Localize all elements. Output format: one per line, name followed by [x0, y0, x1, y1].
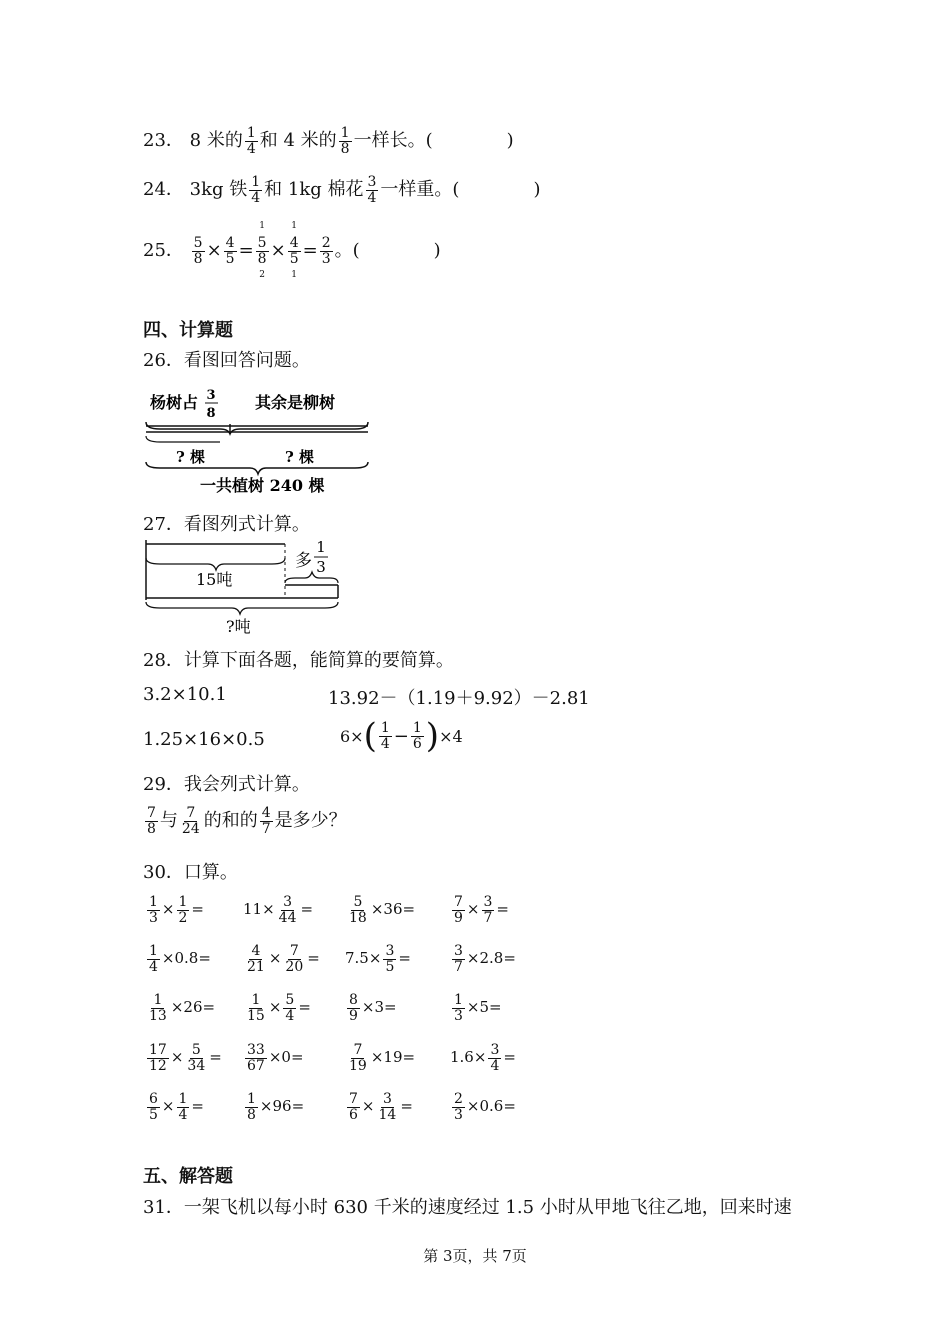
question-25: 25． $\frac{5}{8}$ × $\frac{4}{5}$ = 5 8 1 2 × 4 5 1 1 = $\frac{2}{3}$ 。( )	[143, 221, 441, 280]
weight-diagram	[140, 538, 350, 638]
oral-calc-item: $\frac{8}{9}$ ×3=	[349, 992, 397, 1024]
svg-text:8: 8	[206, 406, 216, 421]
diagram-label-poplar: 杨树占	[150, 393, 199, 412]
diagram-total: 一共植树 240 棵	[200, 476, 325, 495]
tree-diagram	[140, 384, 380, 496]
fraction: $\frac{3}{44}$	[278, 894, 297, 926]
fraction: $\frac{4}{7}$	[261, 805, 271, 837]
fraction: $\frac{5}{34}$	[187, 1042, 206, 1074]
svg-text:1: 1	[316, 538, 326, 556]
fraction: $\frac{7}{6}$	[349, 1091, 358, 1123]
cancelled-fraction: 5 8 1 2	[257, 221, 267, 280]
fraction: $\frac{1}{4}$	[246, 125, 256, 157]
expression-1: 3.2×10.1	[143, 684, 227, 705]
oral-calc-item: $\frac{17}{12}$ × $\frac{5}{34}$ =	[149, 1042, 222, 1074]
question-24: 24． 3kg 铁 $\frac{1}{4}$ 和 1kg 棉花 $\frac{3}{4}$ 一样重。( )	[143, 174, 541, 206]
oral-calc-item: $\frac{1}{15}$ × $\frac{5}{4}$ =	[247, 992, 311, 1024]
oral-calc-item: $\frac{4}{21}$ × $\frac{7}{20}$ =	[247, 943, 320, 975]
fraction: $\frac{5}{18}$	[349, 894, 367, 926]
fraction: $\frac{1}{13}$	[149, 992, 167, 1024]
oral-calc-item: $\frac{6}{5}$ × $\frac{1}{4}$ =	[149, 1091, 204, 1123]
question-29-body: $\frac{7}{8}$ 与 $\frac{7}{24}$ 的和的 $\frac{4}{7}$ 是多少？	[147, 805, 347, 837]
expression-4: 6× ( $\frac{1}{4}$ − $\frac{1}{6}$ ) ×4	[340, 716, 463, 756]
fraction: $\frac{7}{9}$	[454, 894, 463, 926]
oral-calc-item: $\frac{5}{18}$ ×36=	[349, 894, 416, 926]
fraction: $\frac{4}{5}$	[225, 235, 235, 267]
fraction: $\frac{7}{8}$	[147, 805, 156, 837]
question-28: 28．计算下面各题，能简算的要简算。	[143, 650, 454, 671]
fraction: $\frac{1}{2}$	[178, 894, 188, 926]
svg-text:3: 3	[206, 388, 216, 403]
fraction: $\frac{1}{3}$	[149, 894, 158, 926]
question-29: 29．我会列式计算。	[143, 774, 310, 795]
fraction: $\frac{3}{5}$	[385, 943, 395, 975]
expression-2: 13.92－（1.19＋9.92）－2.81	[328, 688, 590, 709]
fraction: $\frac{2}{3}$	[454, 1091, 463, 1123]
fraction: $\frac{1}{15}$	[247, 992, 265, 1024]
svg-text:?吨: ?吨	[226, 617, 251, 636]
svg-text:3: 3	[316, 558, 326, 576]
fraction: $\frac{7}{24}$	[181, 805, 200, 837]
oral-calc-item: 1.6× $\frac{3}{4}$ =	[450, 1042, 516, 1074]
question-23: 23． 8 米的 $\frac{1}{4}$ 和 4 米的 $\frac{1}{8}$ 一样长。( )	[143, 125, 514, 157]
fraction: $\frac{7}{20}$	[285, 943, 304, 975]
fraction: $\frac{3}{7}$	[483, 894, 493, 926]
section-heading-5: 五、解答题	[143, 1166, 233, 1187]
svg-text:? 棵: ? 棵	[285, 448, 315, 466]
question-31: 31．一架飞机以每小时 630 千米的速度经过 1.5 小时从甲地飞往乙地，回来时速	[143, 1197, 792, 1218]
fraction: $\frac{1}{4}$	[178, 1091, 188, 1123]
oral-calc-item: $\frac{1}{3}$ ×5=	[454, 992, 502, 1024]
question-26: 26．看图回答问题。	[143, 350, 310, 371]
svg-text:15吨: 15吨	[196, 570, 233, 589]
fraction: $\frac{17}{12}$	[149, 1042, 167, 1074]
fraction: $\frac{5}{4}$	[285, 992, 295, 1024]
fraction: $\frac{8}{9}$	[349, 992, 358, 1024]
diagram-label-willow: 其余是柳树	[255, 393, 336, 412]
oral-calc-item: 11× $\frac{3}{44}$ =	[243, 894, 314, 926]
fraction: $\frac{5}{8}$	[193, 235, 203, 267]
fraction: $\frac{7}{19}$	[349, 1042, 367, 1074]
fraction: $\frac{2}{3}$	[321, 235, 331, 267]
oral-calc-item: $\frac{1}{4}$ ×0.8=	[149, 943, 211, 975]
fraction: $\frac{4}{21}$	[247, 943, 265, 975]
fraction: $\frac{3}{4}$	[367, 174, 377, 206]
oral-calc-item: $\frac{7}{19}$ ×19=	[349, 1042, 416, 1074]
fraction: $\frac{3}{4}$	[490, 1042, 500, 1074]
oral-calc-item: $\frac{2}{3}$ ×0.6=	[454, 1091, 516, 1123]
page-footer: 第 3页，共 7页	[423, 1247, 527, 1265]
section-heading-4: 四、计算题	[143, 320, 233, 341]
question-30: 30．口算。	[143, 862, 238, 883]
svg-text:多: 多	[295, 551, 312, 571]
oral-calc-item: $\frac{1}{3}$ × $\frac{1}{2}$ =	[149, 894, 204, 926]
fraction: $\frac{1}{8}$	[340, 125, 350, 157]
oral-calc-item: $\frac{1}{13}$ ×26=	[149, 992, 216, 1024]
fraction: $\frac{1}{4}$	[380, 719, 390, 752]
fraction: $\frac{3}{7}$	[454, 943, 463, 975]
oral-calc-item: $\frac{1}{8}$ ×96=	[247, 1091, 305, 1123]
fraction: $\frac{3}{14}$	[378, 1091, 397, 1123]
cancelled-fraction: 4 5 1 1	[289, 221, 299, 280]
fraction: $\frac{1}{4}$	[149, 943, 158, 975]
fraction: $\frac{1}{4}$	[251, 174, 261, 206]
fraction: $\frac{1}{6}$	[412, 719, 422, 752]
oral-calc-item: $\frac{7}{9}$ × $\frac{3}{7}$ =	[454, 894, 509, 926]
oral-calc-item: $\frac{7}{6}$ × $\frac{3}{14}$ =	[349, 1091, 413, 1123]
oral-calc-item: $\frac{3}{7}$ ×2.8=	[454, 943, 516, 975]
fraction: $\frac{6}{5}$	[149, 1091, 158, 1123]
fraction: $\frac{33}{67}$	[247, 1042, 265, 1074]
expression-3: 1.25×16×0.5	[143, 729, 265, 750]
question-27: 27．看图列式计算。	[143, 514, 310, 535]
oral-calc-item: $\frac{33}{67}$ ×0=	[247, 1042, 304, 1074]
fraction: $\frac{1}{8}$	[247, 1091, 256, 1123]
fraction: $\frac{1}{3}$	[454, 992, 463, 1024]
oral-calc-item: 7.5× $\frac{3}{5}$ =	[345, 943, 411, 975]
svg-text:? 棵: ? 棵	[176, 448, 206, 466]
